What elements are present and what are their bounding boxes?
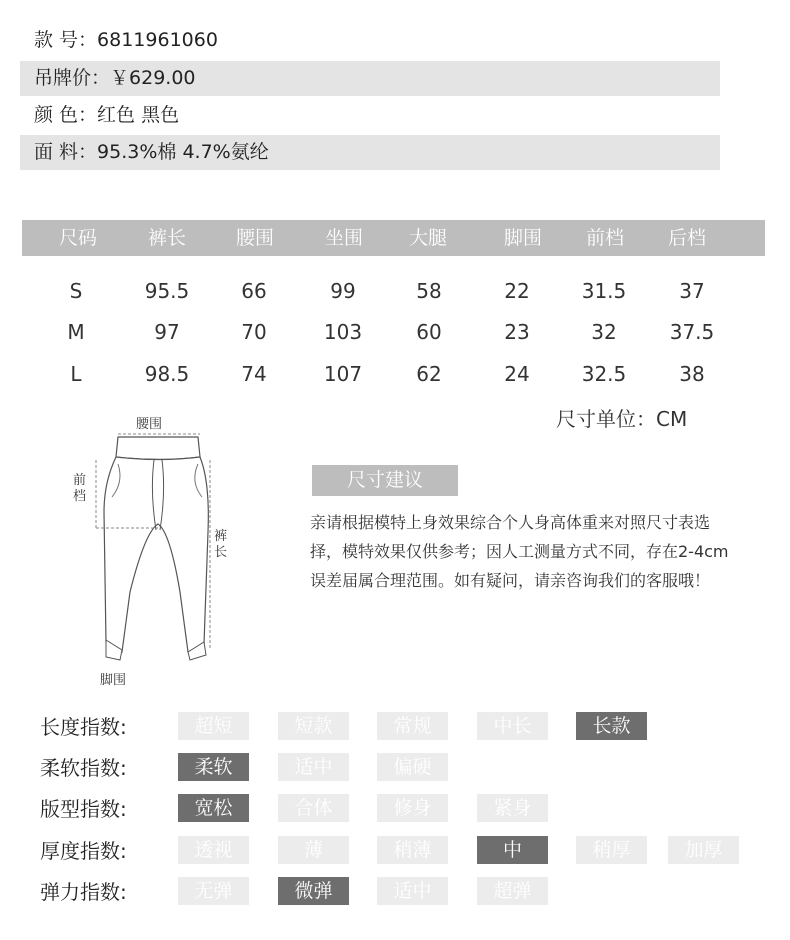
pants-diagram (70, 412, 250, 692)
index-chip: 薄 (278, 836, 349, 864)
length-label-2: 长 (214, 545, 228, 560)
info-label: 款 号： (34, 29, 98, 51)
index-chip: 适中 (377, 877, 448, 905)
index-chip: 常规 (377, 712, 448, 740)
header-cell: 腰围 (235, 227, 274, 249)
table-cell: 62 (416, 362, 442, 386)
softness-index-row (40, 753, 700, 783)
table-cell: M (67, 320, 85, 344)
index-chip: 修身 (377, 794, 448, 822)
index-chip-selected: 柔软 (178, 753, 249, 781)
index-chip: 偏硬 (377, 753, 448, 781)
index-label: 柔软指数: (40, 756, 127, 780)
info-row-color (20, 98, 720, 133)
info-row-price (20, 61, 720, 96)
table-cell: 103 (323, 320, 363, 344)
index-chip: 紧身 (477, 794, 548, 822)
index-label: 厚度指数: (40, 839, 127, 863)
table-cell: 74 (241, 362, 267, 386)
index-chip: 超短 (178, 712, 249, 740)
unit-note: 尺寸单位：CM (556, 407, 688, 431)
fit-index-row (40, 794, 700, 824)
advice-title: 尺寸建议 (312, 465, 458, 496)
index-chip: 无弹 (178, 877, 249, 905)
info-value: 95.3%棉 4.7%氨纶 (97, 141, 269, 163)
table-cell: 38 (679, 362, 705, 386)
header-cell: 尺码 (58, 227, 97, 249)
thickness-index-row (40, 836, 750, 866)
table-cell: L (70, 362, 82, 386)
header-cell: 坐围 (324, 227, 363, 249)
info-value: 6811961060 (97, 29, 218, 51)
table-cell: S (69, 279, 83, 303)
table-cell: 95.5 (144, 279, 190, 303)
table-cell: 31.5 (581, 279, 627, 303)
header-cell: 脚围 (503, 227, 542, 249)
length-label-1: 裤 (214, 529, 228, 544)
table-cell: 32 (591, 320, 617, 344)
length-index-row (40, 712, 700, 742)
info-row-style-no (20, 23, 720, 58)
hem-label: 脚围 (100, 673, 127, 688)
table-cell: 58 (416, 279, 442, 303)
table-cell: 107 (323, 362, 363, 386)
index-chip-selected: 微弹 (278, 877, 349, 905)
header-cell: 裤长 (147, 227, 186, 249)
info-value: ￥629.00 (110, 67, 196, 89)
table-cell: 70 (241, 320, 267, 344)
index-label: 弹力指数: (40, 880, 127, 904)
advice-text: 亲请根据模特上身效果综合个人身高体重来对照尺寸表选择，模特效果仅供参考；因人工测量方式不同，存在2-4cm误差届属合理范围。如有疑问，请亲咨询我们的客服哦！ (310, 513, 729, 590)
index-chip: 透视 (178, 836, 249, 864)
table-cell: 99 (330, 279, 356, 303)
index-chip: 稍薄 (377, 836, 448, 864)
index-chip: 合体 (278, 794, 349, 822)
index-chip: 加厚 (668, 836, 739, 864)
info-label: 吊牌价： (34, 67, 111, 89)
index-chip: 适中 (278, 753, 349, 781)
table-cell: 60 (416, 320, 442, 344)
header-cell: 后档 (667, 227, 706, 249)
waist-label: 腰围 (136, 417, 163, 432)
info-row-fabric (20, 135, 720, 170)
index-chip: 中长 (477, 712, 548, 740)
index-chip: 超弹 (477, 877, 548, 905)
info-label: 面 料： (34, 141, 98, 163)
table-cell: 37 (679, 279, 705, 303)
size-table-header (22, 220, 765, 256)
index-chip-selected: 中 (477, 836, 548, 864)
index-chip: 稍厚 (576, 836, 647, 864)
table-cell: 24 (504, 362, 530, 386)
index-label: 版型指数: (40, 797, 127, 821)
table-cell: 66 (241, 279, 267, 303)
header-cell: 大腿 (408, 227, 447, 249)
table-cell: 97 (154, 320, 180, 344)
index-chip-selected: 长款 (576, 712, 647, 740)
index-label: 长度指数: (40, 715, 127, 739)
table-cell: 37.5 (669, 320, 715, 344)
waistband (116, 437, 200, 460)
header-cell: 前档 (585, 227, 624, 249)
front-rise-label-2: 档 (73, 489, 87, 504)
table-cell: 23 (504, 320, 530, 344)
pants-body (104, 457, 208, 652)
table-cell: 22 (504, 279, 530, 303)
info-value: 红色 黑色 (97, 104, 180, 126)
table-cell: 32.5 (581, 362, 627, 386)
index-chip: 短款 (278, 712, 349, 740)
table-cell: 98.5 (144, 362, 190, 386)
info-label: 颜 色： (34, 104, 98, 126)
front-rise-label-1: 前 (73, 473, 87, 488)
elasticity-index-row (40, 877, 700, 907)
index-chip-selected: 宽松 (178, 794, 249, 822)
